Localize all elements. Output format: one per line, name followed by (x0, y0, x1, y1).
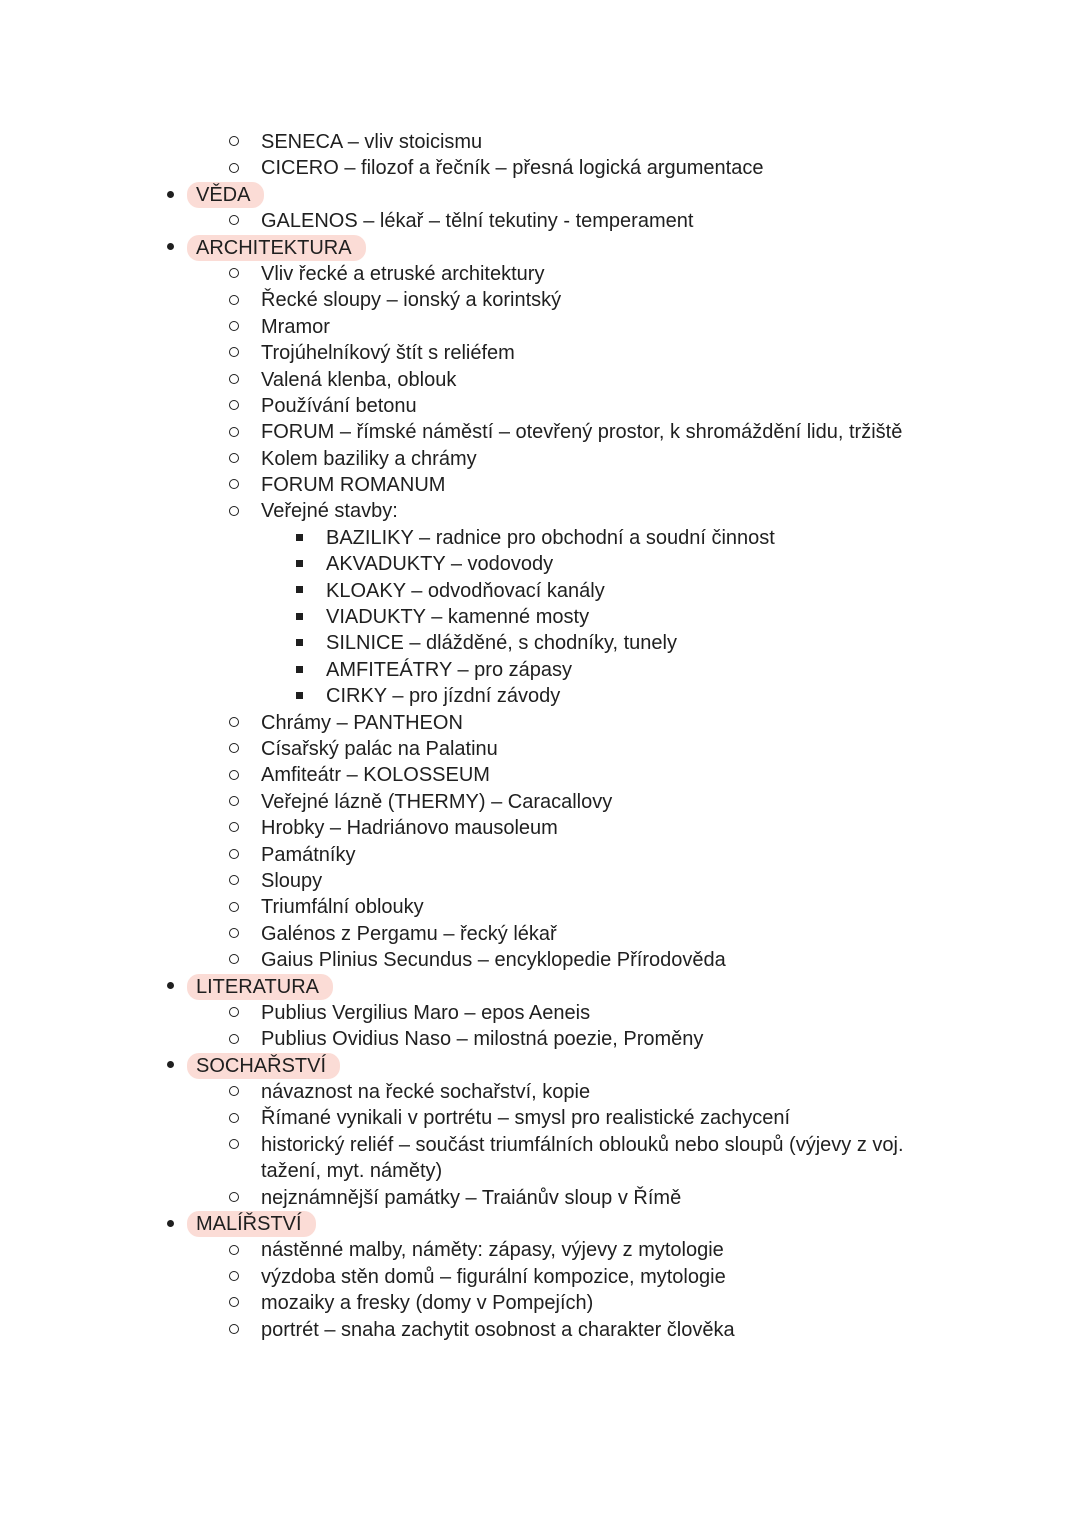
list-item-text: Veřejné stavby: (261, 500, 398, 523)
bullet-marker (224, 815, 244, 841)
list-item-text: Amfiteátr – KOLOSSEUM (261, 764, 490, 787)
list-item (0, 842, 1080, 868)
bullet-marker (289, 525, 309, 551)
hollow-circle-bullet-icon (229, 1034, 239, 1044)
list-item (0, 314, 1080, 340)
list-item-text: Řecké sloupy – ionský a korintský (261, 289, 562, 312)
list-item-text: návaznost na řecké sochařství, kopie (261, 1081, 591, 1104)
list-item-text: GALENOS – lékař – tělní tekutiny - temperament (261, 210, 694, 233)
list-item-text: nejznámnější památky – Traiánův sloup v Římě (261, 1186, 682, 1209)
hollow-circle-bullet-icon (229, 1007, 239, 1017)
list-item-text: CICERO – filozof a řečník – přesná logická argumentace (261, 157, 764, 180)
list-item-text: výzdoba stěn domů – figurální kompozice, mytologie (261, 1265, 726, 1288)
list-item (0, 155, 1080, 181)
square-bullet-icon (296, 613, 303, 620)
list-item (0, 815, 1080, 841)
bullet-marker (224, 868, 244, 894)
hollow-circle-bullet-icon (229, 427, 239, 437)
hollow-circle-bullet-icon (229, 268, 239, 278)
list-item (0, 446, 1080, 472)
bullet-marker (160, 1053, 180, 1079)
list-item (0, 419, 1080, 445)
list-item-text: SENECA – vliv stoicismu (261, 131, 483, 153)
bullet-marker (224, 367, 244, 393)
square-bullet-icon (296, 692, 303, 699)
list-item-text: mozaiky a fresky (domy v Pompejích) (261, 1292, 594, 1315)
hollow-circle-bullet-icon (229, 849, 239, 859)
list-item (0, 1290, 1080, 1316)
list-item-text: Publius Ovidius Naso – milostná poezie, Proměny (261, 1028, 704, 1051)
list-item (0, 340, 1080, 366)
bullet-marker (289, 630, 309, 656)
hollow-circle-bullet-icon (229, 453, 239, 463)
section-heading-item (0, 182, 1080, 208)
list-item-text: Veřejné lázně (THERMY) – Caracallovy (261, 790, 613, 813)
hollow-circle-bullet-icon (229, 163, 239, 173)
list-item (0, 393, 1080, 419)
list-item-text: FORUM – římské náměstí – otevřený prostor, k shromáždění lidu, tržiště (261, 421, 903, 444)
section-heading-item (0, 235, 1080, 261)
filled-circle-bullet-icon (167, 243, 174, 250)
bullet-marker (224, 419, 244, 445)
bullet-marker (224, 498, 244, 524)
bullet-marker (224, 287, 244, 313)
list-item (0, 894, 1080, 920)
hollow-circle-bullet-icon (229, 954, 239, 964)
list-item (0, 208, 1080, 234)
list-item-text: Publius Vergilius Maro – epos Aeneis (261, 1001, 591, 1024)
list-item-text: Gaius Plinius Secundus – encyklopedie Přírodověda (261, 949, 726, 972)
bullet-marker (224, 472, 244, 498)
list-item-text: CIRKY – pro jízdní závody (326, 685, 561, 708)
hollow-circle-bullet-icon (229, 796, 239, 806)
bullet-marker (224, 1264, 244, 1290)
list-item (0, 1264, 1080, 1290)
hollow-circle-bullet-icon (229, 1271, 239, 1281)
list-item-text: SILNICE – dlážděné, s chodníky, tunely (326, 632, 677, 655)
list-item (0, 367, 1080, 393)
bullet-marker (289, 683, 309, 709)
list-item (0, 657, 1080, 683)
hollow-circle-bullet-icon (229, 1324, 239, 1334)
section-title: VĚDA (187, 182, 264, 208)
bullet-marker (224, 894, 244, 920)
list-item-text: nástěnné malby, náměty: zápasy, výjevy z mytologie (261, 1239, 724, 1262)
hollow-circle-bullet-icon (229, 928, 239, 938)
filled-circle-bullet-icon (167, 1061, 174, 1068)
list-item (0, 604, 1080, 630)
bullet-marker (224, 1026, 244, 1052)
bullet-marker (224, 762, 244, 788)
list-item-text: Chrámy – PANTHEON (261, 711, 463, 734)
list-item (0, 868, 1080, 894)
list-item-text: BAZILIKY – radnice pro obchodní a soudní činnost (326, 526, 775, 549)
bullet-marker (289, 578, 309, 604)
list-item-text: Mramor (261, 315, 330, 338)
list-item (0, 736, 1080, 762)
list-item (0, 261, 1080, 287)
bullet-marker (224, 947, 244, 973)
bullet-marker (224, 921, 244, 947)
hollow-circle-bullet-icon (229, 1297, 239, 1307)
list-item-text: Valená klenba, oblouk (261, 368, 457, 391)
section-title: ARCHITEKTURA (187, 235, 366, 261)
bullet-marker (224, 1290, 244, 1316)
section-title: MALÍŘSTVÍ (187, 1211, 316, 1237)
list-item-text: Galénos z Pergamu – řecký lékař (261, 922, 557, 945)
list-item-text: AKVADUKTY – vodovody (326, 553, 554, 576)
bullet-marker (224, 261, 244, 287)
list-item-text: Trojúhelníkový štít s reliéfem (261, 342, 515, 365)
bullet-marker (224, 1079, 244, 1105)
list-item (0, 551, 1080, 577)
hollow-circle-bullet-icon (229, 374, 239, 384)
square-bullet-icon (296, 639, 303, 646)
list-item (0, 710, 1080, 736)
hollow-circle-bullet-icon (229, 1245, 239, 1255)
bullet-marker (160, 974, 180, 1000)
bullet-marker (224, 1185, 244, 1211)
list-item (0, 472, 1080, 498)
list-item-text: Kolem baziliky a chrámy (261, 447, 477, 470)
bullet-marker (224, 789, 244, 815)
list-item (0, 1185, 1080, 1211)
bullet-marker (160, 182, 180, 208)
bullet-marker (224, 842, 244, 868)
list-item (0, 129, 1080, 155)
list-item (0, 498, 1080, 524)
list-item (0, 921, 1080, 947)
hollow-circle-bullet-icon (229, 822, 239, 832)
hollow-circle-bullet-icon (229, 215, 239, 225)
hollow-circle-bullet-icon (229, 875, 239, 885)
section-heading-item (0, 1053, 1080, 1079)
hollow-circle-bullet-icon (229, 400, 239, 410)
list-item (0, 630, 1080, 656)
hollow-circle-bullet-icon (229, 479, 239, 489)
square-bullet-icon (296, 666, 303, 673)
section-heading-item (0, 974, 1080, 1000)
hollow-circle-bullet-icon (229, 770, 239, 780)
list-item (0, 578, 1080, 604)
list-item-text: Používání betonu (261, 394, 417, 417)
square-bullet-icon (296, 534, 303, 541)
bullet-marker (224, 1132, 244, 1158)
list-item-text: Sloupy (261, 869, 323, 892)
bullet-marker (224, 710, 244, 736)
hollow-circle-bullet-icon (229, 717, 239, 727)
list-item (0, 762, 1080, 788)
list-item-text: portrét – snaha zachytit osobnost a charakter člověka (261, 1318, 735, 1341)
list-item (0, 1237, 1080, 1263)
bullet-marker (289, 657, 309, 683)
bullet-marker (289, 604, 309, 630)
square-bullet-icon (296, 586, 303, 593)
list-item (0, 1105, 1080, 1131)
list-item-text: Římané vynikali v portrétu – smysl pro realistické zachycení (261, 1107, 791, 1130)
list-item (0, 1317, 1080, 1343)
section-title: LITERATURA (187, 974, 333, 1000)
hollow-circle-bullet-icon (229, 295, 239, 305)
bullet-marker (224, 1237, 244, 1263)
list-item (0, 1132, 1080, 1185)
bullet-marker (224, 155, 244, 181)
filled-circle-bullet-icon (167, 191, 174, 198)
list-item (0, 1079, 1080, 1105)
list-item-text: AMFITEÁTRY – pro zápasy (326, 658, 573, 681)
bullet-marker (160, 1211, 180, 1237)
section-heading-item (0, 1211, 1080, 1237)
hollow-circle-bullet-icon (229, 1086, 239, 1096)
list-item (0, 1026, 1080, 1052)
list-item-text: VIADUKTY – kamenné mosty (326, 606, 590, 629)
bullet-marker (224, 446, 244, 472)
hollow-circle-bullet-icon (229, 347, 239, 357)
list-item-text: KLOAKY – odvodňovací kanály (326, 579, 605, 602)
list-item-text: Císařský palác na Palatinu (261, 737, 498, 760)
list-item-text: Triumfální oblouky (261, 896, 424, 919)
filled-circle-bullet-icon (167, 982, 174, 989)
bullet-marker (224, 314, 244, 340)
list-item (0, 287, 1080, 313)
hollow-circle-bullet-icon (229, 1192, 239, 1202)
section-title: SOCHAŘSTVÍ (187, 1053, 340, 1079)
bullet-marker (224, 208, 244, 234)
hollow-circle-bullet-icon (229, 136, 239, 146)
bullet-marker (224, 340, 244, 366)
bullet-marker (160, 235, 180, 261)
bullet-marker (224, 736, 244, 762)
bullet-marker (224, 1000, 244, 1026)
bullet-marker (224, 1105, 244, 1131)
bullet-marker (289, 551, 309, 577)
filled-circle-bullet-icon (167, 1220, 174, 1227)
list-item (0, 683, 1080, 709)
list-item (0, 947, 1080, 973)
square-bullet-icon (296, 560, 303, 567)
hollow-circle-bullet-icon (229, 902, 239, 912)
bullet-marker (224, 393, 244, 419)
hollow-circle-bullet-icon (229, 506, 239, 516)
bullet-marker (224, 129, 244, 155)
list-item-text: Památníky (261, 843, 356, 866)
hollow-circle-bullet-icon (229, 1113, 239, 1123)
list-item (0, 789, 1080, 815)
hollow-circle-bullet-icon (229, 743, 239, 753)
list-item-text: FORUM ROMANUM (261, 474, 446, 497)
list-item-text: Vliv řecké a etruské architektury (261, 262, 545, 285)
hollow-circle-bullet-icon (229, 321, 239, 331)
document-body (0, 129, 1080, 1343)
list-item (0, 1000, 1080, 1026)
list-item-text: historický reliéf – součást triumfálních oblouků nebo sloupů (výjevy z voj. tažení, myt. náměty) (261, 1133, 904, 1183)
list-item-text: Hrobky – Hadriánovo mausoleum (261, 817, 558, 840)
list-item (0, 525, 1080, 551)
hollow-circle-bullet-icon (229, 1139, 239, 1149)
bullet-marker (224, 1317, 244, 1343)
